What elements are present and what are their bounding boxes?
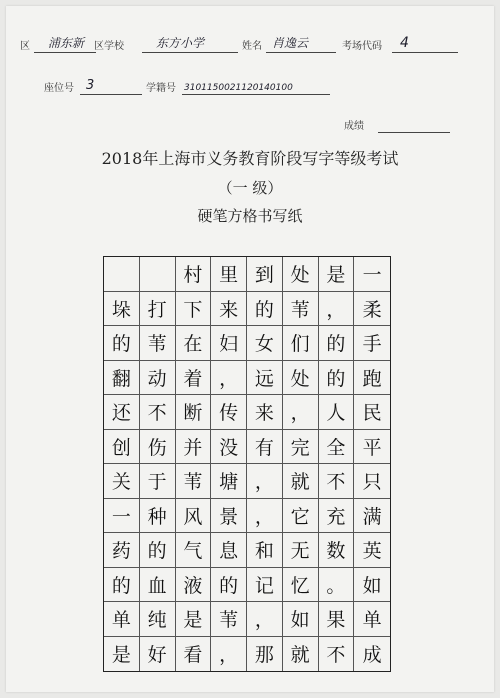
score-field	[344, 118, 454, 134]
grid-cell: 着	[176, 361, 212, 396]
grid-cell: 完	[283, 430, 319, 465]
seat-line	[80, 94, 142, 95]
grid-cell: 苇	[176, 464, 212, 499]
grid-cell: 苇	[140, 326, 176, 361]
exam-site-line	[392, 52, 458, 53]
grid-cell: 的	[247, 292, 283, 327]
grid-cell: 们	[283, 326, 319, 361]
grid-cell: ，	[319, 292, 355, 327]
name-field	[242, 38, 338, 54]
grid-cell: 妇	[211, 326, 247, 361]
level-title: （一 级）	[217, 179, 283, 197]
grid-cell: 柔	[354, 292, 390, 327]
grid-cell: 来	[211, 292, 247, 327]
grid-cell: 来	[247, 395, 283, 430]
grid-cell: 传	[211, 395, 247, 430]
grid-cell: 只	[354, 464, 390, 499]
grid-cell: 的	[104, 568, 140, 603]
grid-cell: 全	[319, 430, 355, 465]
grid-cell: ，	[211, 637, 247, 672]
grid-cell: ，	[211, 361, 247, 396]
grid-cell: 手	[354, 326, 390, 361]
grid-cell: 景	[211, 499, 247, 534]
grid-cell: 满	[354, 499, 390, 534]
grid-cell: ，	[247, 499, 283, 534]
student-id-field	[146, 80, 336, 96]
grid-cell	[140, 257, 176, 292]
grid-cell: 血	[140, 568, 176, 603]
grid-cell: 种	[140, 499, 176, 534]
grid-cell: 在	[176, 326, 212, 361]
grid-cell: ，	[283, 395, 319, 430]
grid-cell: ，	[247, 602, 283, 637]
student-id-value: 3101150021120140100	[184, 83, 293, 93]
grid-cell: 下	[176, 292, 212, 327]
seat-value: 3	[86, 78, 95, 93]
grid-cell: 垛	[104, 292, 140, 327]
grid-cell: 有	[247, 430, 283, 465]
score-label: 成绩	[344, 121, 364, 132]
grid-cell: 断	[176, 395, 212, 430]
student-id-label: 学籍号	[146, 83, 176, 94]
grid-cell: 的	[211, 568, 247, 603]
grid-cell: 药	[104, 533, 140, 568]
grid-cell: 里	[211, 257, 247, 292]
exam-site-field	[342, 35, 460, 54]
grid-cell: 和	[247, 533, 283, 568]
grid-cell: 的	[319, 326, 355, 361]
grid-cell: 苇	[283, 292, 319, 327]
grid-cell: 关	[104, 464, 140, 499]
grid-cell: 苇	[211, 602, 247, 637]
grid-cell: 液	[176, 568, 212, 603]
grid-cell: 的	[319, 361, 355, 396]
grid-cell: 翻	[104, 361, 140, 396]
grid-cell: 民	[354, 395, 390, 430]
grid-cell: 看	[176, 637, 212, 672]
grid-cell: 女	[247, 326, 283, 361]
district-school-field	[20, 38, 240, 54]
grid-cell: 还	[104, 395, 140, 430]
exam-title: 2018年上海市义务教育阶段写字等级考试	[101, 149, 399, 168]
grid-cell: 那	[247, 637, 283, 672]
grid-cell: 动	[140, 361, 176, 396]
grid-cell: 英	[354, 533, 390, 568]
grid-cell: 打	[140, 292, 176, 327]
school-label: 区学校	[94, 41, 124, 52]
grid-cell: 它	[283, 499, 319, 534]
grid-cell: 记	[247, 568, 283, 603]
grid-cell: 没	[211, 430, 247, 465]
grid-cell: 。	[319, 568, 355, 603]
grid-cell: 是	[104, 637, 140, 672]
grid-cell: 的	[140, 533, 176, 568]
paper-title: 硬笔方格书写纸	[197, 207, 303, 225]
grid-cell: 到	[247, 257, 283, 292]
district-label: 区	[20, 41, 30, 52]
grid-cell: 不	[319, 464, 355, 499]
grid-cell: 并	[176, 430, 212, 465]
grid-cell: 远	[247, 361, 283, 396]
grid-cell: 一	[104, 499, 140, 534]
grid-cell: 就	[283, 464, 319, 499]
grid-cell: 风	[176, 499, 212, 534]
grid-cell: 人	[319, 395, 355, 430]
school-line	[142, 52, 238, 53]
school-value: 东方小学	[156, 36, 205, 50]
seat-label: 座位号	[44, 83, 74, 94]
grid-cell: 就	[283, 637, 319, 672]
student-id-line	[182, 94, 330, 95]
grid-cell: 单	[354, 602, 390, 637]
grid-cell: 伤	[140, 430, 176, 465]
grid-cell: 处	[283, 361, 319, 396]
grid-cell: 创	[104, 430, 140, 465]
grid-cell: 处	[283, 257, 319, 292]
grid-cell: 气	[176, 533, 212, 568]
name-line	[266, 52, 336, 53]
grid-cell: 息	[211, 533, 247, 568]
grid-cell: 塘	[211, 464, 247, 499]
grid-cell: 好	[140, 637, 176, 672]
grid-cell: 村	[176, 257, 212, 292]
seat-field	[44, 80, 154, 96]
grid-cell: 于	[140, 464, 176, 499]
grid-cell: 是	[319, 257, 355, 292]
writing-grid	[103, 256, 391, 672]
district-line	[34, 52, 96, 53]
grid-cell: 跑	[354, 361, 390, 396]
name-label: 姓名	[242, 41, 262, 52]
grid-cell	[104, 257, 140, 292]
grid-cell: 成	[362, 644, 382, 667]
exam-site-label: 考场代码	[342, 41, 382, 52]
grid-cell: 如	[354, 568, 390, 603]
score-line	[378, 132, 450, 133]
name-value: 肖逸云	[272, 36, 309, 50]
exam-site-value: 4	[400, 35, 409, 51]
grid-cell: 不	[140, 395, 176, 430]
grid-cell: 平	[354, 430, 390, 465]
grid-cell: 如	[283, 602, 319, 637]
grid-cell: ，	[247, 464, 283, 499]
grid-cell: 纯	[140, 602, 176, 637]
grid-cell: 忆	[283, 568, 319, 603]
grid-cell: 的	[104, 326, 140, 361]
grid-cell: 不	[319, 637, 355, 672]
grid-cell: 充	[319, 499, 355, 534]
grid-cell: 单	[104, 602, 140, 637]
grid-cell: 数	[319, 533, 355, 568]
district-value: 浦东新	[48, 36, 85, 50]
grid-cell: 一	[354, 257, 390, 292]
grid-cell: 无	[283, 533, 319, 568]
grid-cell: 是	[176, 602, 212, 637]
grid-cell: 果	[319, 602, 355, 637]
